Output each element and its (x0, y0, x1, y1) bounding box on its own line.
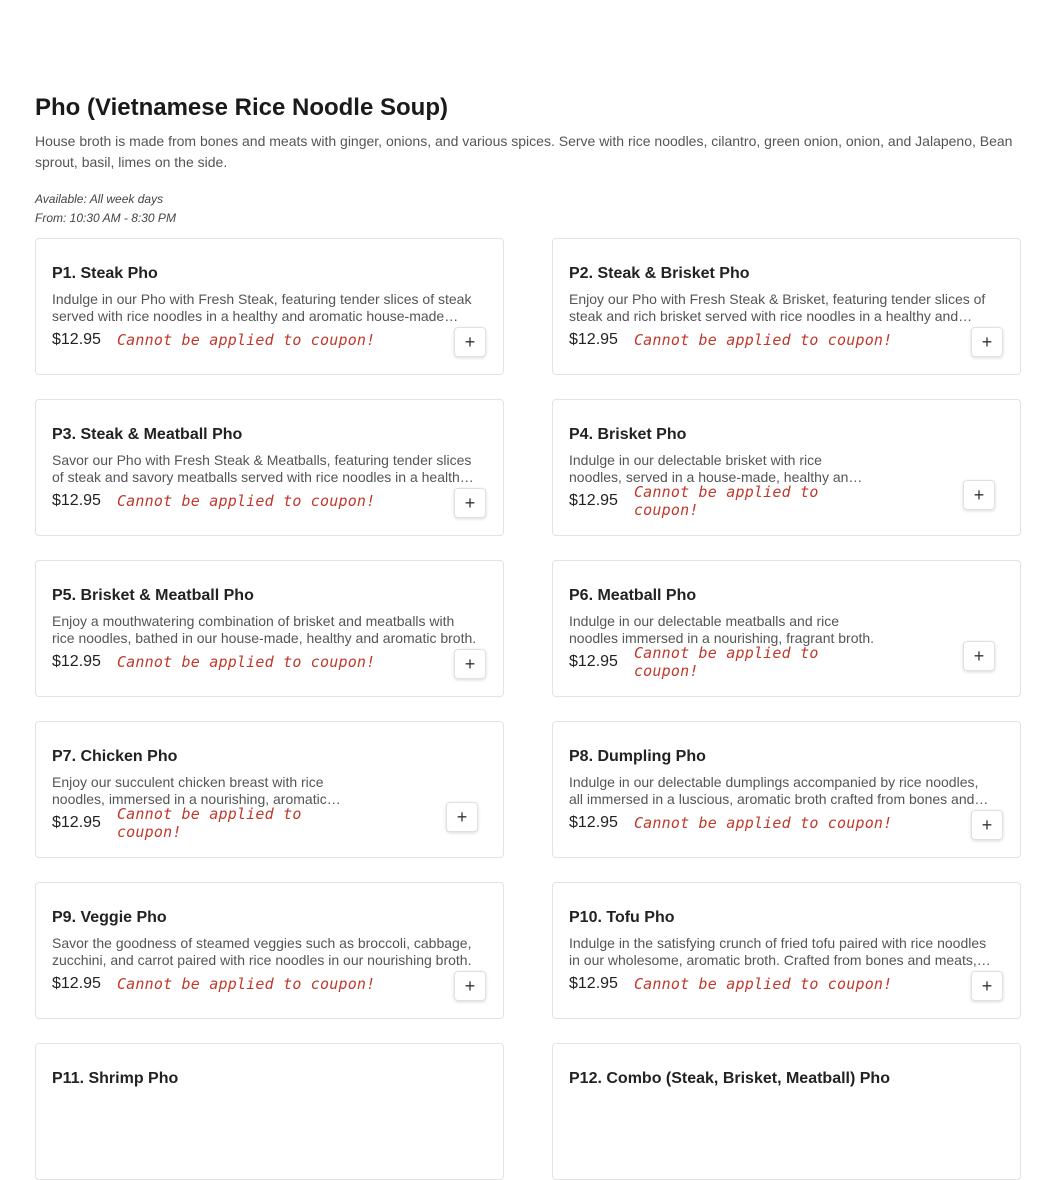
item-name: P3. Steak & Meatball Pho (52, 426, 243, 443)
availability-days: Available: All week days (35, 192, 164, 206)
coupon-note: Cannot be applied to coupon! (116, 653, 376, 671)
coupon-note: Cannot be applied to coupon! (633, 644, 819, 680)
plus-icon: + (981, 976, 993, 996)
coupon-note: Cannot be applied to coupon! (633, 483, 819, 519)
item-description: Indulge in our Pho with Fresh Steak, featuring tender slices of steak served with rice noodles in a healthy and aromatic house-made (52, 291, 472, 324)
coupon-note: Cannot be applied to coupon! (633, 814, 893, 832)
plus-icon: + (973, 485, 985, 505)
item-name: P2. Steak & Brisket Pho (569, 265, 750, 282)
add-to-cart-button[interactable] (963, 480, 995, 510)
item-name: P8. Dumpling Pho (569, 748, 706, 765)
menu-item-card[interactable] (35, 238, 504, 375)
item-description: Savor our Pho with Fresh Steak & Meatballs, featuring tender slices of steak and savory meatballs served with rice noodles in a healthy (52, 452, 472, 485)
item-name: P10. Tofu Pho (569, 909, 675, 926)
item-description: Indulge in the satisfying crunch of fried tofu paired with rice noodles in our wholesome, aromatic broth. Crafted from bones and meats, (569, 935, 987, 968)
plus-icon: + (464, 332, 476, 352)
item-description: Savor the goodness of steamed veggies such as broccoli, cabbage, zucchini, and carrot paired with rice noodles in our nourishing broth. (52, 935, 472, 968)
plus-icon: + (464, 976, 476, 996)
coupon-note: Cannot be applied to coupon! (116, 492, 376, 510)
plus-icon: + (981, 332, 993, 352)
coupon-note: Cannot be applied to coupon! (633, 331, 893, 349)
menu-item-card[interactable] (552, 721, 1021, 858)
menu-item-card[interactable] (35, 1043, 504, 1180)
add-to-cart-button[interactable] (454, 327, 486, 357)
item-name: P1. Steak Pho (52, 265, 158, 282)
add-to-cart-button[interactable] (963, 641, 995, 671)
add-to-cart-button[interactable] (971, 810, 1003, 840)
add-to-cart-button[interactable] (971, 971, 1003, 1001)
add-to-cart-button[interactable] (971, 327, 1003, 357)
item-description: Enjoy a mouthwatering combination of brisket and meatballs with rice noodles, bathed in our house-made, healthy and aromatic broth. (52, 613, 477, 646)
item-price: $12.95 (52, 653, 101, 670)
plus-icon: + (456, 807, 468, 827)
item-price: $12.95 (569, 653, 618, 670)
coupon-note: Cannot be applied to coupon! (116, 805, 302, 841)
coupon-note: Cannot be applied to coupon! (116, 975, 376, 993)
add-to-cart-button[interactable] (454, 649, 486, 679)
add-to-cart-button[interactable] (454, 488, 486, 518)
item-description: Indulge in our delectable brisket with rice noodles, served in a house-made, healthy and (569, 452, 857, 485)
item-name: P12. Combo (Steak, Brisket, Meatball) Pho (569, 1070, 890, 1087)
item-price: $12.95 (52, 331, 101, 348)
item-name: P11. Shrimp Pho (52, 1070, 179, 1087)
item-description: Indulge in our delectable meatballs and rice noodles immersed in a nourishing, fragrant broth. (569, 613, 875, 646)
menu-item-card[interactable] (552, 399, 1021, 536)
item-price: $12.95 (52, 492, 101, 509)
category-section (35, 92, 1021, 228)
item-name: P4. Brisket Pho (569, 426, 687, 443)
menu-item-card[interactable] (35, 721, 504, 858)
item-price: $12.95 (569, 492, 618, 509)
plus-icon: + (464, 493, 476, 513)
item-price: $12.95 (569, 331, 618, 348)
plus-icon: + (973, 646, 985, 666)
item-description: Enjoy our Pho with Fresh Steak & Brisket, featuring tender slices of steak and rich brisket served with rice noodles in a healthy and (569, 291, 986, 324)
menu-item-card[interactable] (35, 399, 504, 536)
item-name: P6. Meatball Pho (569, 587, 697, 604)
category-description: House broth is made from bones and meats with ginger, onions, and various spices. Serve with rice noodles, cilantro, green onion, onion, and Jalapeno, Bean sprout, basil, limes on the side. (35, 133, 1013, 170)
item-description: Indulge in our delectable dumplings accompanied by rice noodles, all immersed in a luscious, aromatic broth crafted from bones and (569, 774, 979, 807)
item-price: $12.95 (569, 975, 618, 992)
menu-item-card[interactable] (552, 238, 1021, 375)
plus-icon: + (981, 815, 993, 835)
item-price: $12.95 (52, 975, 101, 992)
coupon-note: Cannot be applied to coupon! (633, 975, 893, 993)
menu-item-card[interactable] (552, 882, 1021, 1019)
menu-item-card[interactable] (35, 882, 504, 1019)
availability-hours: From: 10:30 AM - 8:30 PM (35, 211, 176, 225)
add-to-cart-button[interactable] (454, 971, 486, 1001)
coupon-note: Cannot be applied to coupon! (116, 331, 376, 349)
item-name: P5. Brisket & Meatball Pho (52, 587, 254, 604)
plus-icon: + (464, 654, 476, 674)
menu-item-card[interactable] (35, 560, 504, 697)
menu-item-card[interactable] (552, 1043, 1021, 1180)
item-name: P7. Chicken Pho (52, 748, 178, 765)
item-price: $12.95 (569, 814, 618, 831)
menu-item-card[interactable] (552, 560, 1021, 697)
add-to-cart-button[interactable] (446, 802, 478, 832)
category-title: Pho (Vietnamese Rice Noodle Soup) (35, 94, 448, 121)
item-name: P9. Veggie Pho (52, 909, 167, 926)
item-description: Enjoy our succulent chicken breast with rice noodles, immersed in a nourishing, aromatic (52, 774, 327, 807)
item-price: $12.95 (52, 814, 101, 831)
